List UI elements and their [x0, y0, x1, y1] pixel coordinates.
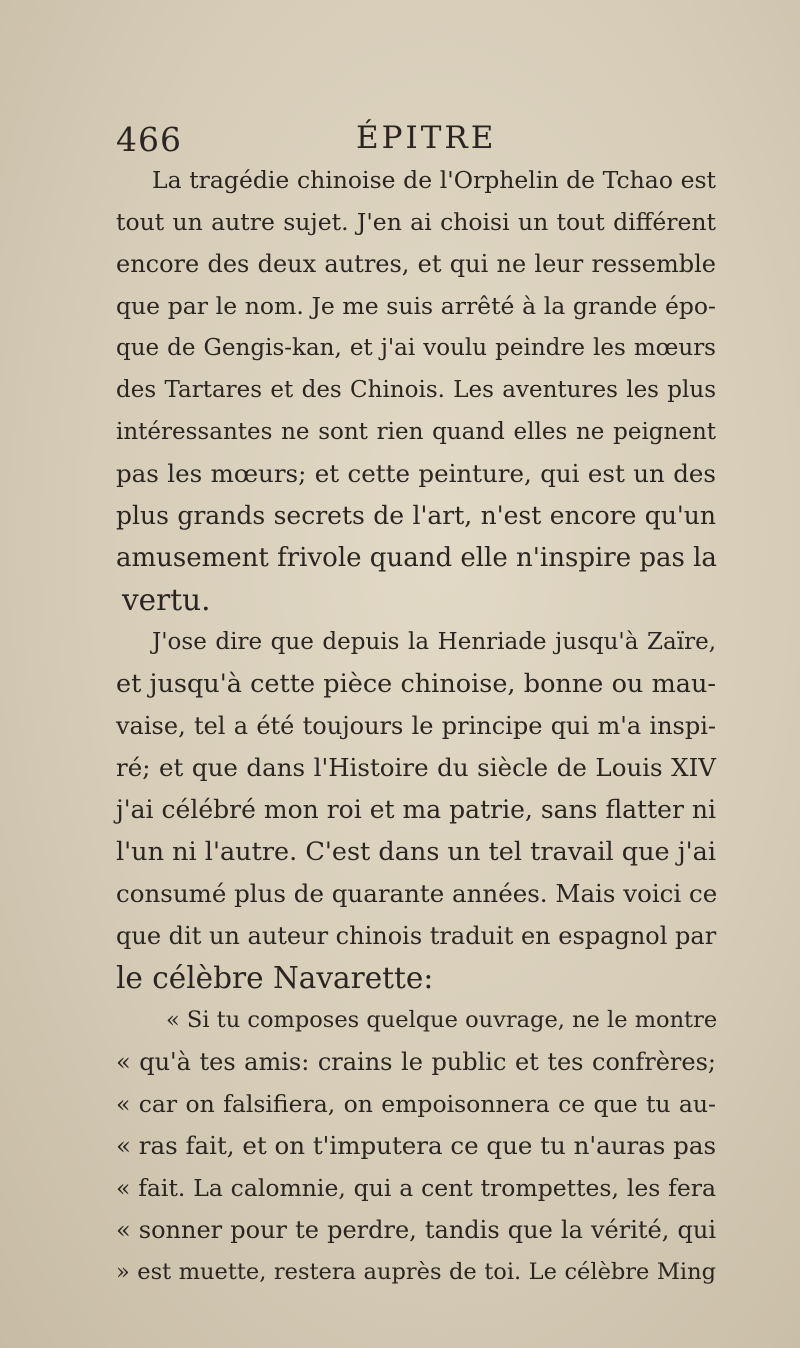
- text-line: consumé plus de quarante années. Mais voici ce: [116, 879, 718, 908]
- text-line: ré; et que dans l'Histoire du siècle de Louis XIV: [116, 753, 716, 782]
- page-header: [116, 120, 716, 164]
- text-line: plus grands secrets de l'art, n'est encore qu'un: [116, 501, 716, 530]
- quote-line: » est muette, restera auprès de toi. Le célèbre Ming: [116, 1259, 716, 1285]
- quote-line: « car on falsifiera, on empoisonnera ce que tu au-: [116, 1090, 716, 1118]
- text-line: encore des deux autres, et qui ne leur ressemble: [116, 250, 716, 278]
- quote-line: « Si tu composes quelque ouvrage, ne le montre: [166, 1007, 718, 1033]
- text-line: que dit un auteur chinois traduit en espagnol par: [116, 922, 717, 950]
- text-line: pas les mœurs; et cette peinture, qui est un des: [116, 459, 716, 488]
- text-line: et jusqu'à cette pièce chinoise, bonne ou mau-: [116, 669, 716, 699]
- running-title: ÉPITRE: [356, 120, 497, 156]
- quote-line: « sonner pour te perdre, tandis que la vérité, qui: [116, 1216, 716, 1244]
- page-number: 466: [116, 120, 182, 159]
- text-line: le célèbre Navarette:: [116, 961, 434, 995]
- text-line: que par le nom. Je me suis arrêté à la grande épo-: [116, 292, 716, 320]
- quote-line: « fait. La calomnie, qui a cent trompettes, les fera: [116, 1174, 716, 1202]
- quote-line: « ras fait, et on t'imputera ce que tu n'auras pas: [116, 1131, 717, 1160]
- text-line: vaise, tel a été toujours le principe qui m'a inspi-: [116, 712, 716, 740]
- text-line: J'ose dire que depuis la Henriade jusqu'à Zaïre,: [152, 629, 716, 655]
- text-line: amusement frivole quand elle n'inspire pas la: [116, 543, 717, 573]
- text-line: j'ai célébré mon roi et ma patrie, sans flatter ni: [116, 795, 716, 824]
- text-line: tout un autre sujet. J'en ai choisi un tout différent: [116, 208, 716, 236]
- text-line: intéressantes ne sont rien quand elles ne peignent: [116, 419, 716, 445]
- text-line: que de Gengis-kan, et j'ai voulu peindre les mœurs: [116, 335, 716, 361]
- text-line: vertu.: [122, 583, 211, 617]
- text-line: La tragédie chinoise de l'Orphelin de Tchao est: [152, 166, 716, 194]
- quote-line: « qu'à tes amis: crains le public et tes confrères;: [116, 1048, 716, 1076]
- text-line: des Tartares et des Chinois. Les aventures les plus: [116, 377, 716, 403]
- text-line: l'un ni l'autre. C'est dans un tel travail que j'ai: [116, 837, 716, 867]
